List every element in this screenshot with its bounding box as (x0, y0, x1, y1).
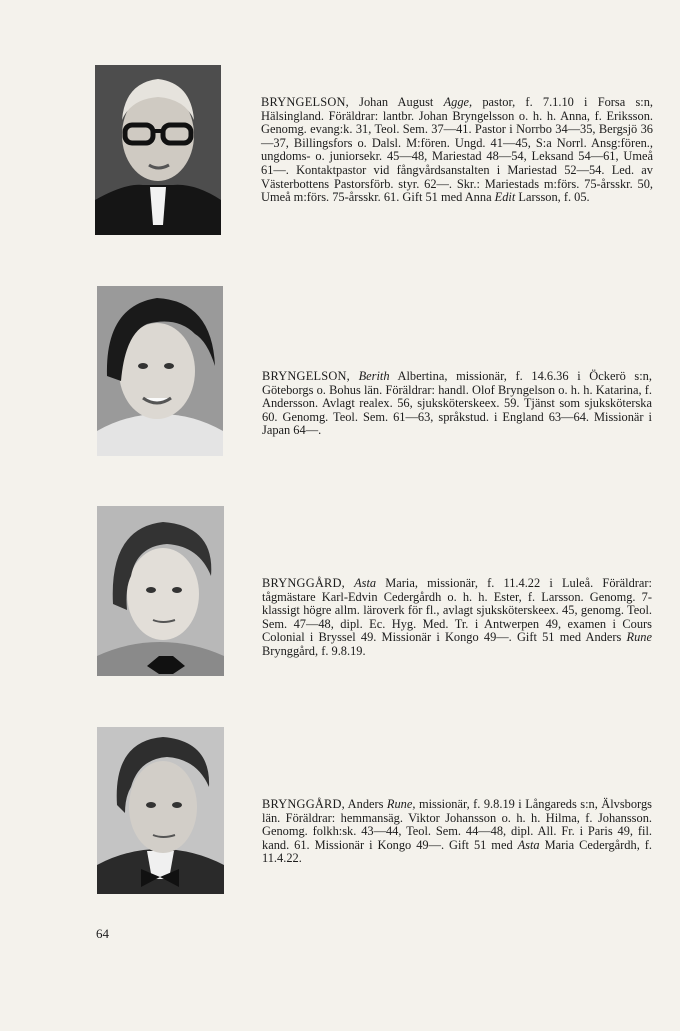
biography-text: Maria, missionär, f. 11.4.22 i Luleå. Föräldrar: tågmästare Karl-Edvin Cedergårdh o. h. h. Ester, f. Larsson. Genomg. 7-klassigt högre allm. läroverk för fl., avlagt sjuksköterskeex. 45, genomg. Teol. Sem. 47—48, dipl. Ec. Hyg. Med. Tr. i Antwerpen 49, examen i Cours Colonial i Bryssel 49. Missionär i Kongo 49—. Gift 51 med Anders (262, 576, 652, 645)
surname: BRYNGGÅRD, (262, 576, 345, 590)
called-name: Agge, (443, 95, 473, 109)
man-portrait-illustration (95, 65, 221, 235)
biography-text: Albertina, missionär, f. 14.6.36 i Öckerö s:n, Göteborgs o. Bohus län. Föräldrar: handl. Olof Bryngelson o. h. h. Katarina, f. Andersson. Avlagt realex. 56, sjuksköterskeex. 59. Tjänst som sjuksköterska 60. Genomg. Teol. Sem. 61—63, språkstud. i England 63—64. Missionär i Japan 64—. (262, 369, 652, 438)
portrait-photo (97, 727, 224, 894)
spouse-called-name: Asta (517, 837, 540, 852)
given-name (350, 369, 359, 383)
surname: BRYNGELSON, (262, 369, 350, 383)
given-name: Anders (344, 797, 387, 811)
portrait-photo (95, 65, 221, 235)
called-name: Rune, (386, 797, 416, 811)
portrait-photo (97, 286, 223, 456)
surname: BRYNGGÅRD, (262, 797, 345, 811)
portrait-photo (97, 506, 224, 676)
woman-portrait-illustration (97, 506, 224, 676)
entry-text (262, 798, 652, 866)
spouse-called-name: Edit (494, 190, 516, 205)
woman-portrait-illustration (97, 286, 223, 456)
spouse-called-name: Rune (626, 630, 652, 645)
man-portrait-illustration (97, 727, 224, 894)
called-name: Berith (358, 369, 390, 383)
given-name (345, 576, 354, 590)
entry-text (262, 370, 652, 438)
entry-text (261, 96, 653, 205)
surname: BRYNGELSON, (261, 95, 349, 109)
biography-text: pastor, f. 7.1.10 i Forsa s:n, Hälsingland. Föräldrar: lantbr. Johan Bryngelsson o. h. h. Anna, f. Eriksson. Genomg. evang:k. 31, Teol. Sem. 37—41. Pastor i Norrbo 34—35, Bergsjö 36—37, Billingsfors o. Dalsl. M:fören. Ungd. 41—45, S:a Norrl. Ansg:fören., ungdoms- o. juniorsekr. 45—48, Mariestad 48—54, Leksand 54—61, Umeå 61—. Kontaktpastor vid fångvårdsanstalten i Mariestad 52—54. Led. av Västerbottens Pastorsförb. styr. 62—. Skr.: Mariestads m:förs. 75-årsskr. 50, Umeå m:förs. 75-årsskr. 61. Gift 51 med Anna (261, 95, 653, 205)
entry-text (262, 577, 652, 659)
given-name: Johan August (348, 95, 444, 109)
biography-text: missionär, f. 9.8.19 i Långareds s:n, Älvsborgs län. Föräldrar: hemmansäg. Viktor Johansson o. h. h. Hilma, f. Johansson. Genomg. folkh:sk. 43—44, Teol. Sem. 44—48, dipl. All. Fr. i Paris 49, fil. kand. 61. Missionär i Kongo 49—. Gift 51 med (262, 797, 652, 852)
biography-tail: Maria Cedergårdh, f. 11.4.22. (262, 837, 652, 866)
biography-tail: Larsson, f. 05. (515, 190, 590, 205)
called-name: Asta (354, 576, 377, 590)
biography-tail: Brynggård, f. 9.8.19. (262, 643, 366, 658)
page-number: 64 (96, 926, 109, 941)
